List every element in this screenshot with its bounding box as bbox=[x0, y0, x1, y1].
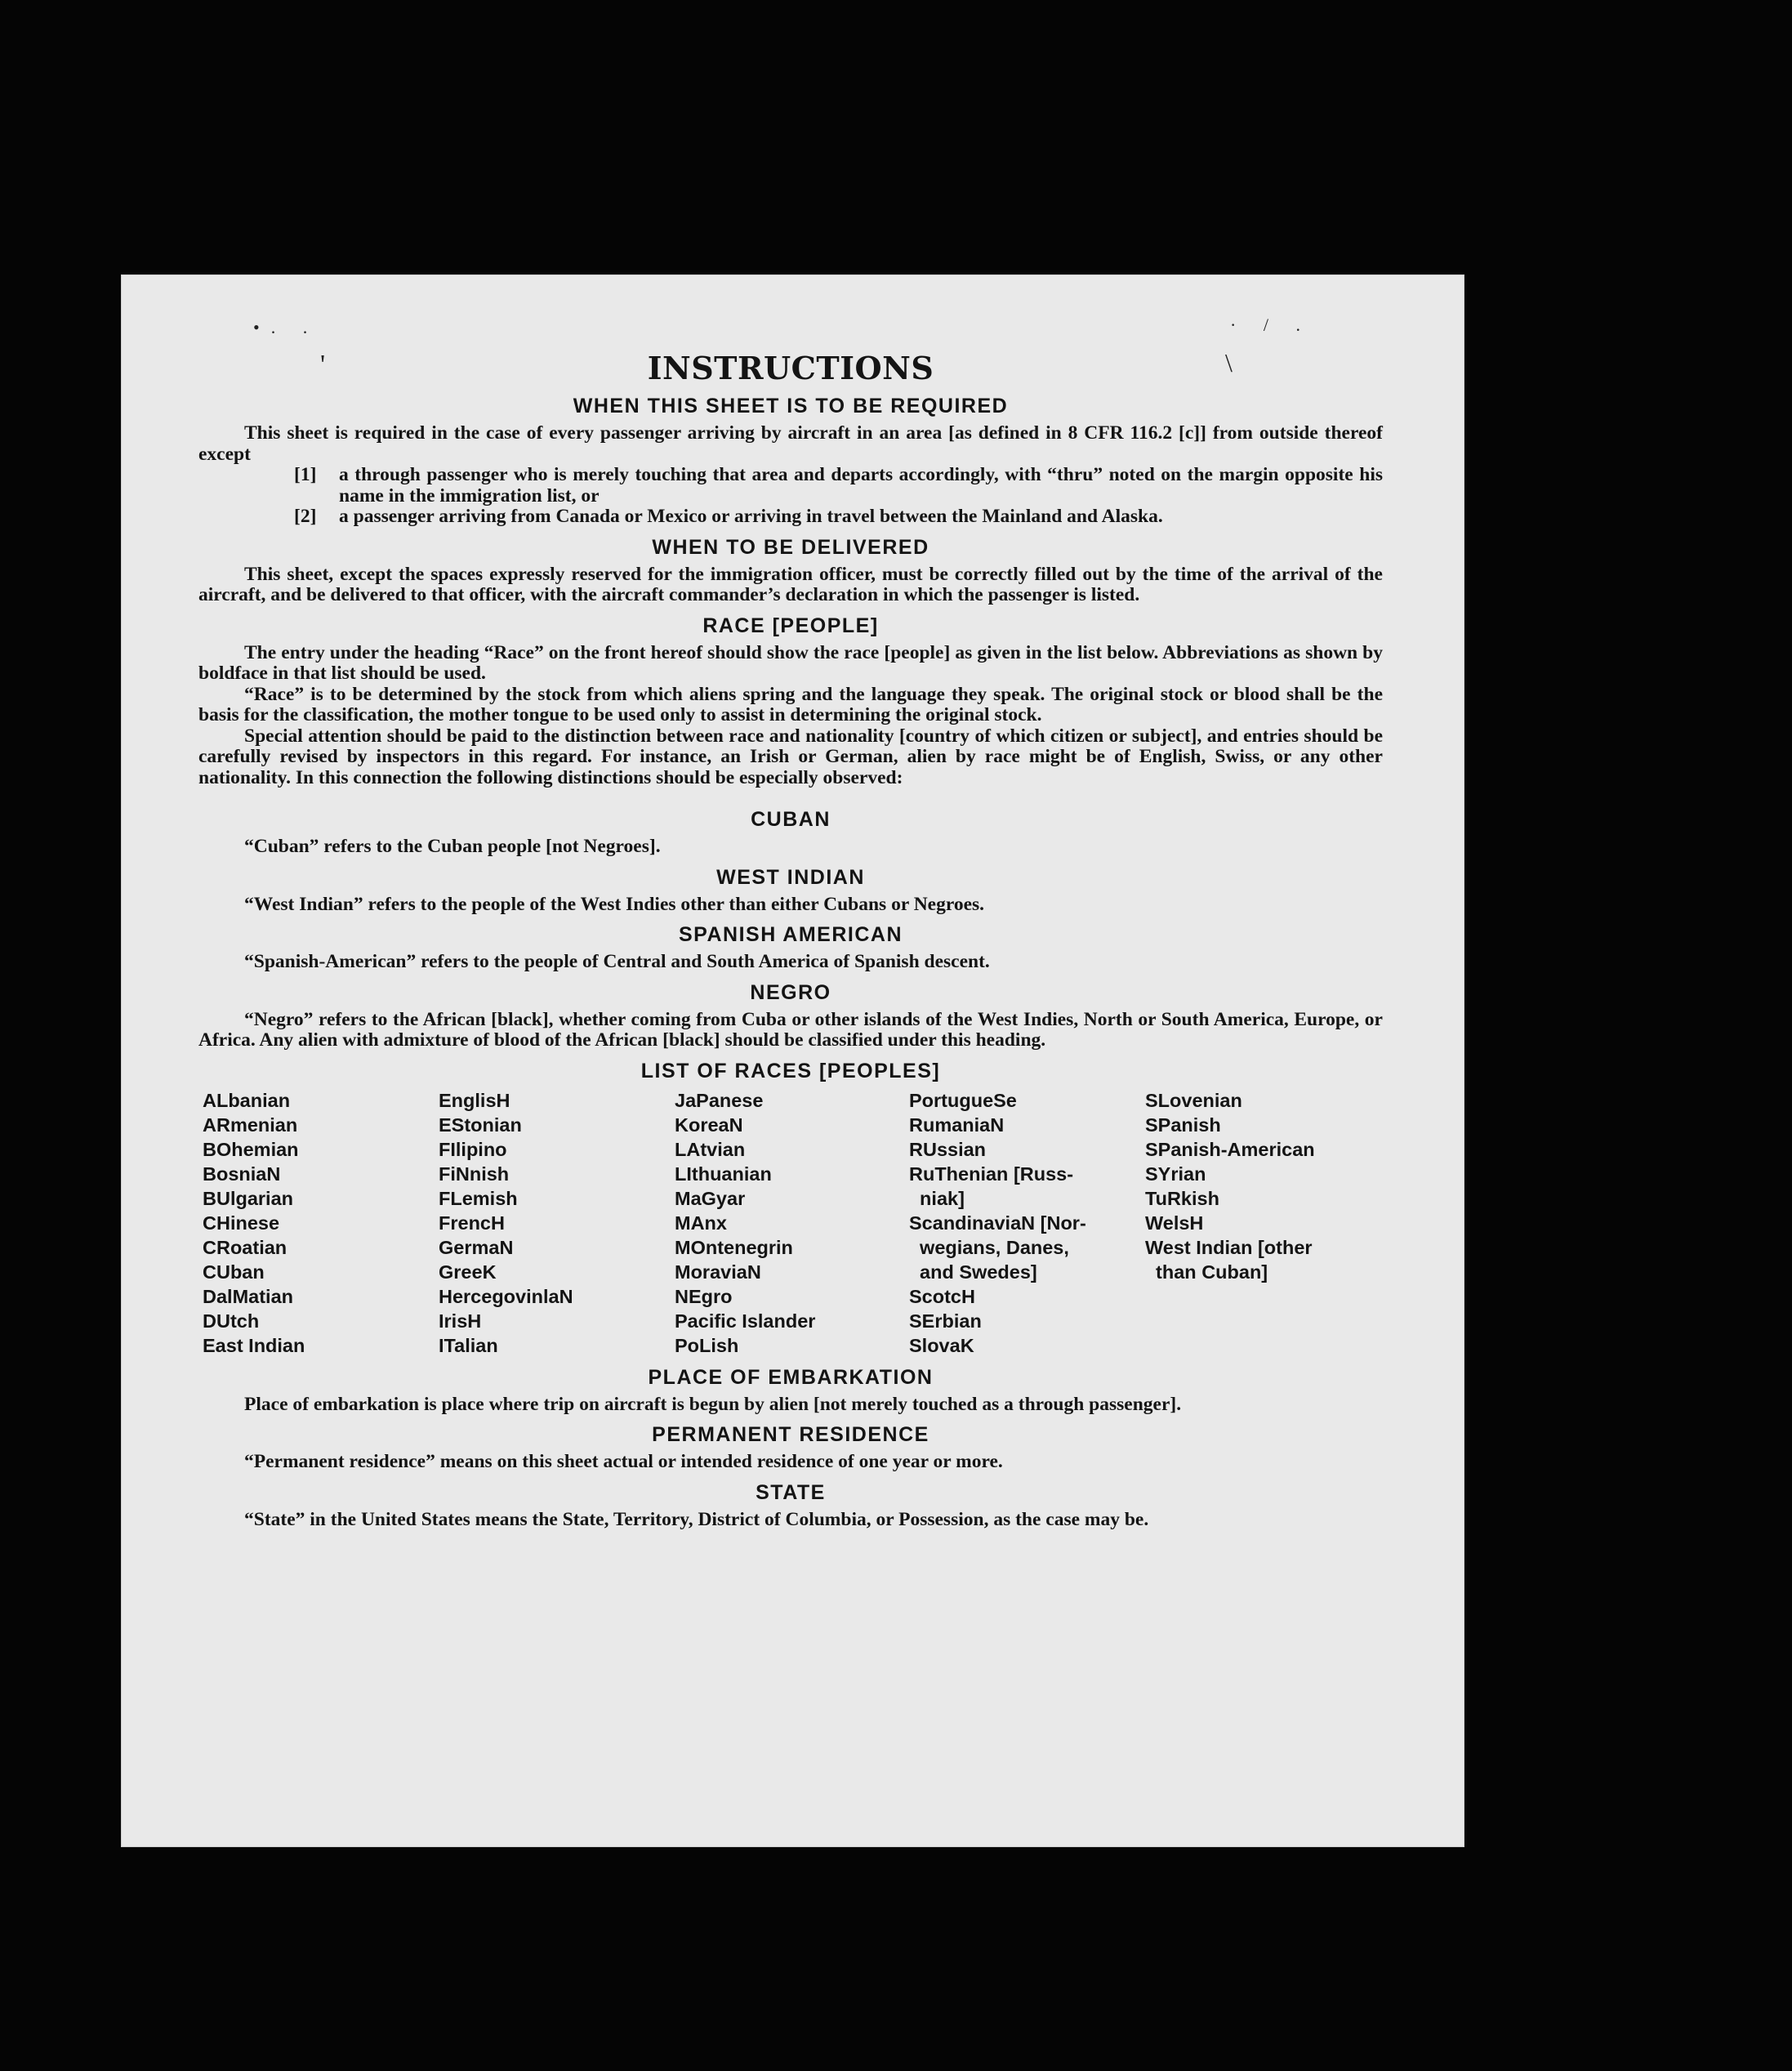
races-column bbox=[1145, 1088, 1387, 1358]
race-entry: LAtvian bbox=[675, 1138, 746, 1160]
race-entry: FLemish bbox=[439, 1187, 518, 1209]
race-entry: East Indian bbox=[203, 1334, 305, 1356]
west-indian-text: “West Indian” refers to the people of the West Indies other than either Cubans or Negroes. bbox=[244, 893, 985, 915]
delivered-text: This sheet, except the spaces expressly reserved for the immigration officer, must be correctly filled out by the time of the arrival of the aircraft, and be delivered to that officer, with the aircraft commander’s declaration in which the passenger is listed. bbox=[198, 563, 1383, 605]
race-entry: BosniaN bbox=[203, 1163, 281, 1185]
exception-text: a through passenger who is merely touching that area and departs accordingly, with “thru” noted on the margin opposite his name in the immigration list, or bbox=[339, 464, 1383, 507]
race-entry: ScandinaviaN [Nor- bbox=[909, 1212, 1086, 1234]
race-entry: HercegovinlaN bbox=[439, 1285, 573, 1307]
margin-mark-right: \ bbox=[1225, 348, 1233, 377]
section-heading-required: WHEN THIS SHEET IS TO BE REQUIRED bbox=[573, 395, 1009, 417]
race-entry: NEgro bbox=[675, 1285, 733, 1307]
race-entry: SPanish bbox=[1145, 1114, 1221, 1136]
section-heading-state: STATE bbox=[756, 1480, 826, 1504]
race-entry: West Indian [other bbox=[1145, 1236, 1313, 1258]
race-entry: MoraviaN bbox=[675, 1261, 761, 1283]
instructions-content bbox=[198, 343, 1383, 1530]
race-entry: RumaniaN bbox=[909, 1114, 1005, 1136]
race-entry: RuThenian [Russ- bbox=[909, 1163, 1074, 1185]
section-heading-delivered: WHEN TO BE DELIVERED bbox=[652, 535, 929, 559]
race-entry: GreeK bbox=[439, 1261, 497, 1283]
section-heading-spanish-american: SPANISH AMERICAN bbox=[678, 923, 903, 946]
race-entry: KoreaN bbox=[675, 1114, 743, 1136]
race-entry: PortugueSe bbox=[909, 1089, 1017, 1111]
corner-marks-right: · / . bbox=[1230, 315, 1312, 335]
race-entry: GermaN bbox=[439, 1236, 514, 1258]
section-heading-cuban: CUBAN bbox=[751, 808, 831, 831]
races-column bbox=[675, 1088, 909, 1358]
race-entry: MaGyar bbox=[675, 1187, 746, 1209]
race-entry: Pacific Islander bbox=[675, 1310, 816, 1332]
state-text: “State” in the United States means the State, Territory, District of Columbia, or Possession, as the case may be. bbox=[244, 1508, 1149, 1530]
race-entry: BOhemian bbox=[203, 1138, 299, 1160]
section-heading-negro: NEGRO bbox=[750, 980, 831, 1004]
race-entry: BUlgarian bbox=[203, 1187, 293, 1209]
exception-number: [2] bbox=[294, 506, 317, 527]
race-entry: FiNnish bbox=[439, 1163, 510, 1185]
race-entry: TuRkish bbox=[1145, 1187, 1219, 1209]
race-entry: SErbian bbox=[909, 1310, 982, 1332]
exception-item bbox=[294, 465, 1383, 507]
race-entry: SPanish-American bbox=[1145, 1138, 1315, 1160]
section-heading-race: RACE [PEOPLE] bbox=[702, 614, 879, 637]
section-heading-west-indian: WEST INDIAN bbox=[716, 865, 865, 889]
race-entry: SlovaK bbox=[909, 1334, 974, 1356]
race-entry: EStonian bbox=[439, 1114, 522, 1136]
race-entry: DalMatian bbox=[203, 1285, 293, 1307]
race-entry: JaPanese bbox=[675, 1089, 764, 1111]
race-entry: EnglisH bbox=[439, 1089, 510, 1111]
spanish-american-text: “Spanish-American” refers to the people of Central and South America of Spanish descent. bbox=[244, 951, 990, 972]
races-column bbox=[439, 1088, 675, 1358]
race-entry: MOntenegrin bbox=[675, 1236, 793, 1258]
exception-item bbox=[294, 507, 1383, 528]
embarkation-text: Place of embarkation is place where trip on aircraft is begun by alien [not merely touched as a through passenger]. bbox=[244, 1393, 1182, 1415]
race-entry: SYrian bbox=[1145, 1163, 1206, 1185]
margin-mark-left: ' bbox=[320, 350, 326, 380]
race-entry: IrisH bbox=[439, 1310, 482, 1332]
race-entry: ARmenian bbox=[203, 1114, 298, 1136]
race-entry: CUban bbox=[203, 1261, 265, 1283]
cuban-text: “Cuban” refers to the Cuban people [not Negroes]. bbox=[244, 836, 661, 857]
race-entry: FIlipino bbox=[439, 1138, 507, 1160]
section-heading-residence: PERMANENT RESIDENCE bbox=[652, 1423, 929, 1446]
residence-text: “Permanent residence” means on this sheet actual or intended residence of one year or more. bbox=[244, 1451, 1003, 1472]
section-heading-embarkation: PLACE OF EMBARKATION bbox=[648, 1365, 934, 1389]
race-entry: FrencH bbox=[439, 1212, 505, 1234]
race-entry: than Cuban] bbox=[1145, 1261, 1268, 1283]
races-column bbox=[203, 1088, 439, 1358]
races-column bbox=[909, 1088, 1145, 1358]
race-entry: ALbanian bbox=[203, 1089, 291, 1111]
race-entry: RUssian bbox=[909, 1138, 987, 1160]
race-paragraph: Special attention should be paid to the distinction between race and nationality [country of which citizen or subject], and entries should be carefully revised by inspectors in this regard. For instance, an Irish or German, alien by race might be of English, Swiss, or any other nationality. In this connection the following distinctions should be especially observed: bbox=[198, 725, 1383, 788]
race-entry: SLovenian bbox=[1145, 1089, 1242, 1111]
race-entry: MAnx bbox=[675, 1212, 727, 1234]
negro-text: “Negro” refers to the African [black], whether coming from Cuba or other islands of the West Indies, North or South America, Europe, or Africa. Any alien with admixture of blood of the African [black] should be classified under this heading. bbox=[198, 1008, 1383, 1051]
race-entry: CHinese bbox=[203, 1212, 280, 1234]
exception-text: a passenger arriving from Canada or Mexico or arriving in travel between the Mainland and Alaska. bbox=[339, 506, 1163, 527]
race-entry: ITalian bbox=[439, 1334, 498, 1356]
races-table bbox=[203, 1088, 1383, 1358]
race-entry: PoLish bbox=[675, 1334, 739, 1356]
race-entry: LIthuanian bbox=[675, 1163, 772, 1185]
required-intro: This sheet is required in the case of every passenger arriving by aircraft in an area [as defined in 8 CFR 116.2 [c]] from outside thereof except bbox=[198, 422, 1383, 465]
race-entry: ScotcH bbox=[909, 1285, 975, 1307]
race-paragraph: “Race” is to be determined by the stock from which aliens spring and the language they speak. The original stock or blood shall be the basis for the classification, the mother tongue to be used only to assist in determining the original stock. bbox=[198, 683, 1383, 725]
section-heading-list-of-races: LIST OF RACES [PEOPLES] bbox=[640, 1059, 941, 1082]
exception-number: [1] bbox=[294, 464, 317, 485]
corner-marks-left: •. . bbox=[253, 317, 319, 337]
race-entry: WelsH bbox=[1145, 1212, 1204, 1234]
page-title: INSTRUCTIONS bbox=[647, 350, 934, 386]
race-entry: CRoatian bbox=[203, 1236, 288, 1258]
race-paragraph: The entry under the heading “Race” on the front hereof should show the race [people] as given in the list below. Abbreviations as shown by boldface in that list should be used. bbox=[198, 641, 1383, 684]
race-entry: wegians, Danes, bbox=[909, 1236, 1069, 1258]
race-entry: and Swedes] bbox=[909, 1261, 1037, 1283]
race-entry: niak] bbox=[909, 1187, 965, 1209]
race-entry: DUtch bbox=[203, 1310, 260, 1332]
